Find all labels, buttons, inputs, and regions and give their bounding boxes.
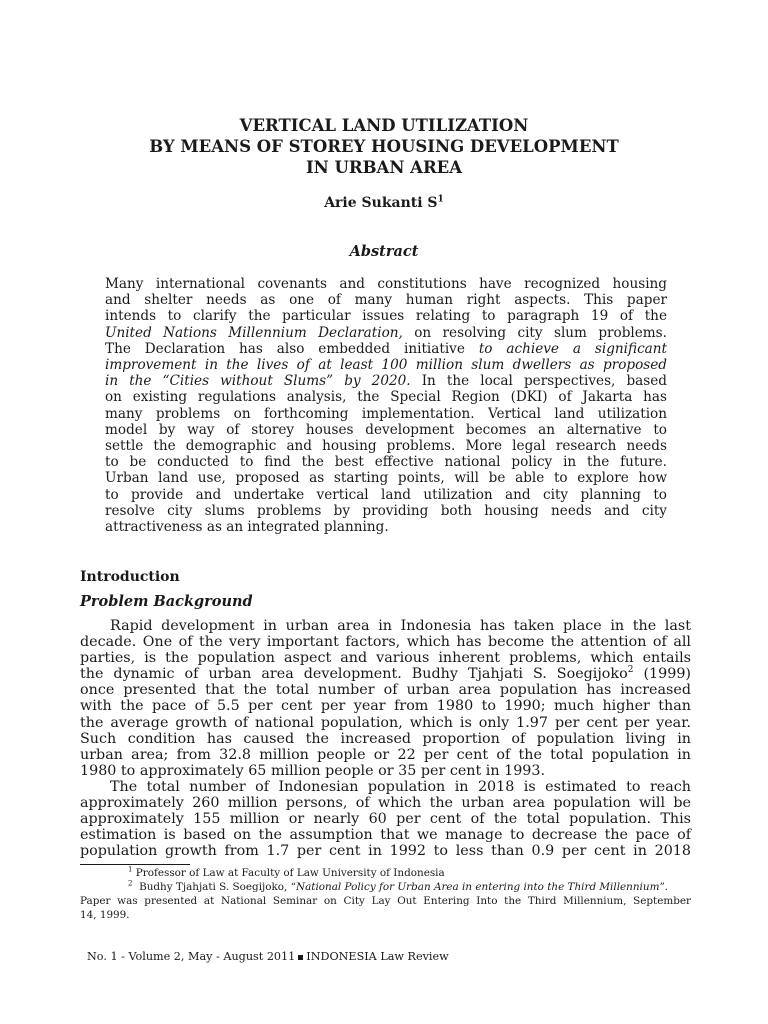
abstract-line: intends to clarify the particular issues relating to paragraph 19 of the (105, 308, 667, 325)
abstract-line: model by way of storey houses development becomes an alternative to (105, 421, 667, 438)
abstract-line: Many international covenants and constitutions have recognized housing (105, 276, 667, 292)
body-line: urban area; from 32.8 million people or 22 per cent of the total population in (80, 746, 691, 763)
footer-separator (298, 955, 303, 960)
body-line: The total number of Indonesian population in 2018 is estimated to reach (110, 778, 691, 795)
footnote-2-marker: 2 (128, 879, 133, 888)
title-line-3: IN URBAN AREA (305, 158, 463, 177)
footnote-2-line-1 (80, 880, 691, 894)
abstract-line: to provide and undertake vertical land utilization and city planning to (105, 486, 667, 503)
footnote-2-post: ”. (659, 881, 669, 893)
footnote-2-pre: Budhy Tjahjati S. Soegijoko, “ (139, 881, 296, 893)
abstract-line-italic: to achieve a significant (478, 340, 668, 357)
footnote-1-text: Professor of Law at Faculty of Law University of Indonesia (135, 867, 445, 879)
abstract-line: many problems on forthcoming implementation. Vertical land utilization (105, 405, 667, 422)
body-line: with the pace of 5.5 per cent per year from 1980 to 1990; much higher than (80, 698, 691, 715)
body-line: decade. One of the very important factors, which has become the attention of all (80, 634, 691, 651)
abstract-line-text: on resolving city slum problems. (402, 324, 667, 341)
page-footer (87, 950, 449, 964)
footnote-rule (80, 864, 190, 865)
title-line-1: VERTICAL LAND UTILIZATION (239, 116, 529, 135)
section-heading-introduction: Introduction (80, 569, 180, 585)
footnote-ref-marker: 2 (627, 665, 634, 676)
abstract-line-text: The Declaration has also embedded initiative (105, 340, 479, 357)
footnote-2-line-3: 14, 1999. (80, 909, 130, 921)
abstract-line: to be conducted to find the best effective national policy in the future. (105, 454, 667, 471)
title-line-2: BY MEANS OF STOREY HOUSING DEVELOPMENT (149, 137, 619, 156)
body-line: approximately 260 million persons, of which the urban area population will be (80, 795, 691, 812)
author-line (80, 194, 688, 212)
abstract-text (105, 276, 667, 535)
paper-title (80, 115, 688, 178)
body-line: parties, is the population aspect and various inherent problems, which entails (80, 650, 691, 667)
abstract-line: settle the demographic and housing problems. More legal research needs (105, 438, 667, 455)
footer-journal: INDONESIA Law Review (306, 950, 449, 963)
subsection-heading-problem-background: Problem Background (80, 593, 253, 610)
footnote-1-marker: 1 (128, 865, 133, 874)
abstract-line-text: In the local perspectives, based (410, 373, 667, 390)
abstract-line-italic: improvement in the lives of at least 100 million slum dwellers as proposed (105, 357, 667, 374)
abstract-line: on existing regulations analysis, the Special Region (DKI) of Jakarta has (105, 389, 667, 406)
footnote-1 (80, 866, 691, 880)
body-text (80, 618, 691, 859)
abstract-line: Urban land use, proposed as starting points, will be able to explore how (105, 470, 667, 487)
abstract-line (105, 357, 667, 373)
abstract-line (105, 373, 667, 389)
abstract-line (105, 341, 667, 357)
author-name: Arie Sukanti S (324, 195, 438, 211)
abstract-heading: Abstract (349, 243, 419, 260)
footer-issue: No. 1 - Volume 2, May - August 2011 (87, 950, 296, 963)
footnote-2-line-2: Paper was presented at National Seminar on City Lay Out Entering Into the Third Millennium, September (80, 895, 691, 907)
body-line: Rapid development in urban area in Indonesia has taken place in the last (110, 618, 691, 634)
body-line (80, 666, 691, 682)
abstract-line: and shelter needs as one of many human right aspects. This paper (105, 292, 667, 309)
body-line: estimation is based on the assumption that we manage to decrease the pace of (80, 827, 691, 844)
body-line-text: the dynamic of urban area development. Budhy Tjahjati S. Soegijoko (80, 666, 628, 683)
abstract-line-italic: in the “Cities without Slums” by 2020. (105, 373, 411, 390)
body-line: population growth from 1.7 per cent in 1992 to less than 0.9 per cent in 2018 (80, 843, 691, 860)
body-line: the average growth of national population, which is only 1.97 per cent per year. (80, 714, 691, 731)
abstract-line: attractiveness as an integrated planning. (105, 519, 389, 536)
body-line: once presented that the total number of urban area population has increased (80, 682, 691, 699)
abstract-line-italic: United Nations Millennium Declaration, (105, 324, 403, 341)
body-line-text: (1999) (633, 666, 691, 683)
body-line: 1980 to approximately 65 million people or 35 per cent in 1993. (80, 762, 546, 779)
author-footnote-marker: 1 (437, 194, 444, 205)
footnote-2-title: National Policy for Urban Area in entering into the Third Millennium (295, 881, 660, 893)
abstract-line: resolve city slums problems by providing both housing needs and city (105, 502, 667, 519)
footnotes (80, 866, 691, 922)
abstract-line (105, 325, 667, 341)
body-line: approximately 155 million or nearly 60 per cent of the total population. This (80, 811, 691, 828)
body-line: Such condition has caused the increased proportion of population living in (80, 730, 691, 747)
